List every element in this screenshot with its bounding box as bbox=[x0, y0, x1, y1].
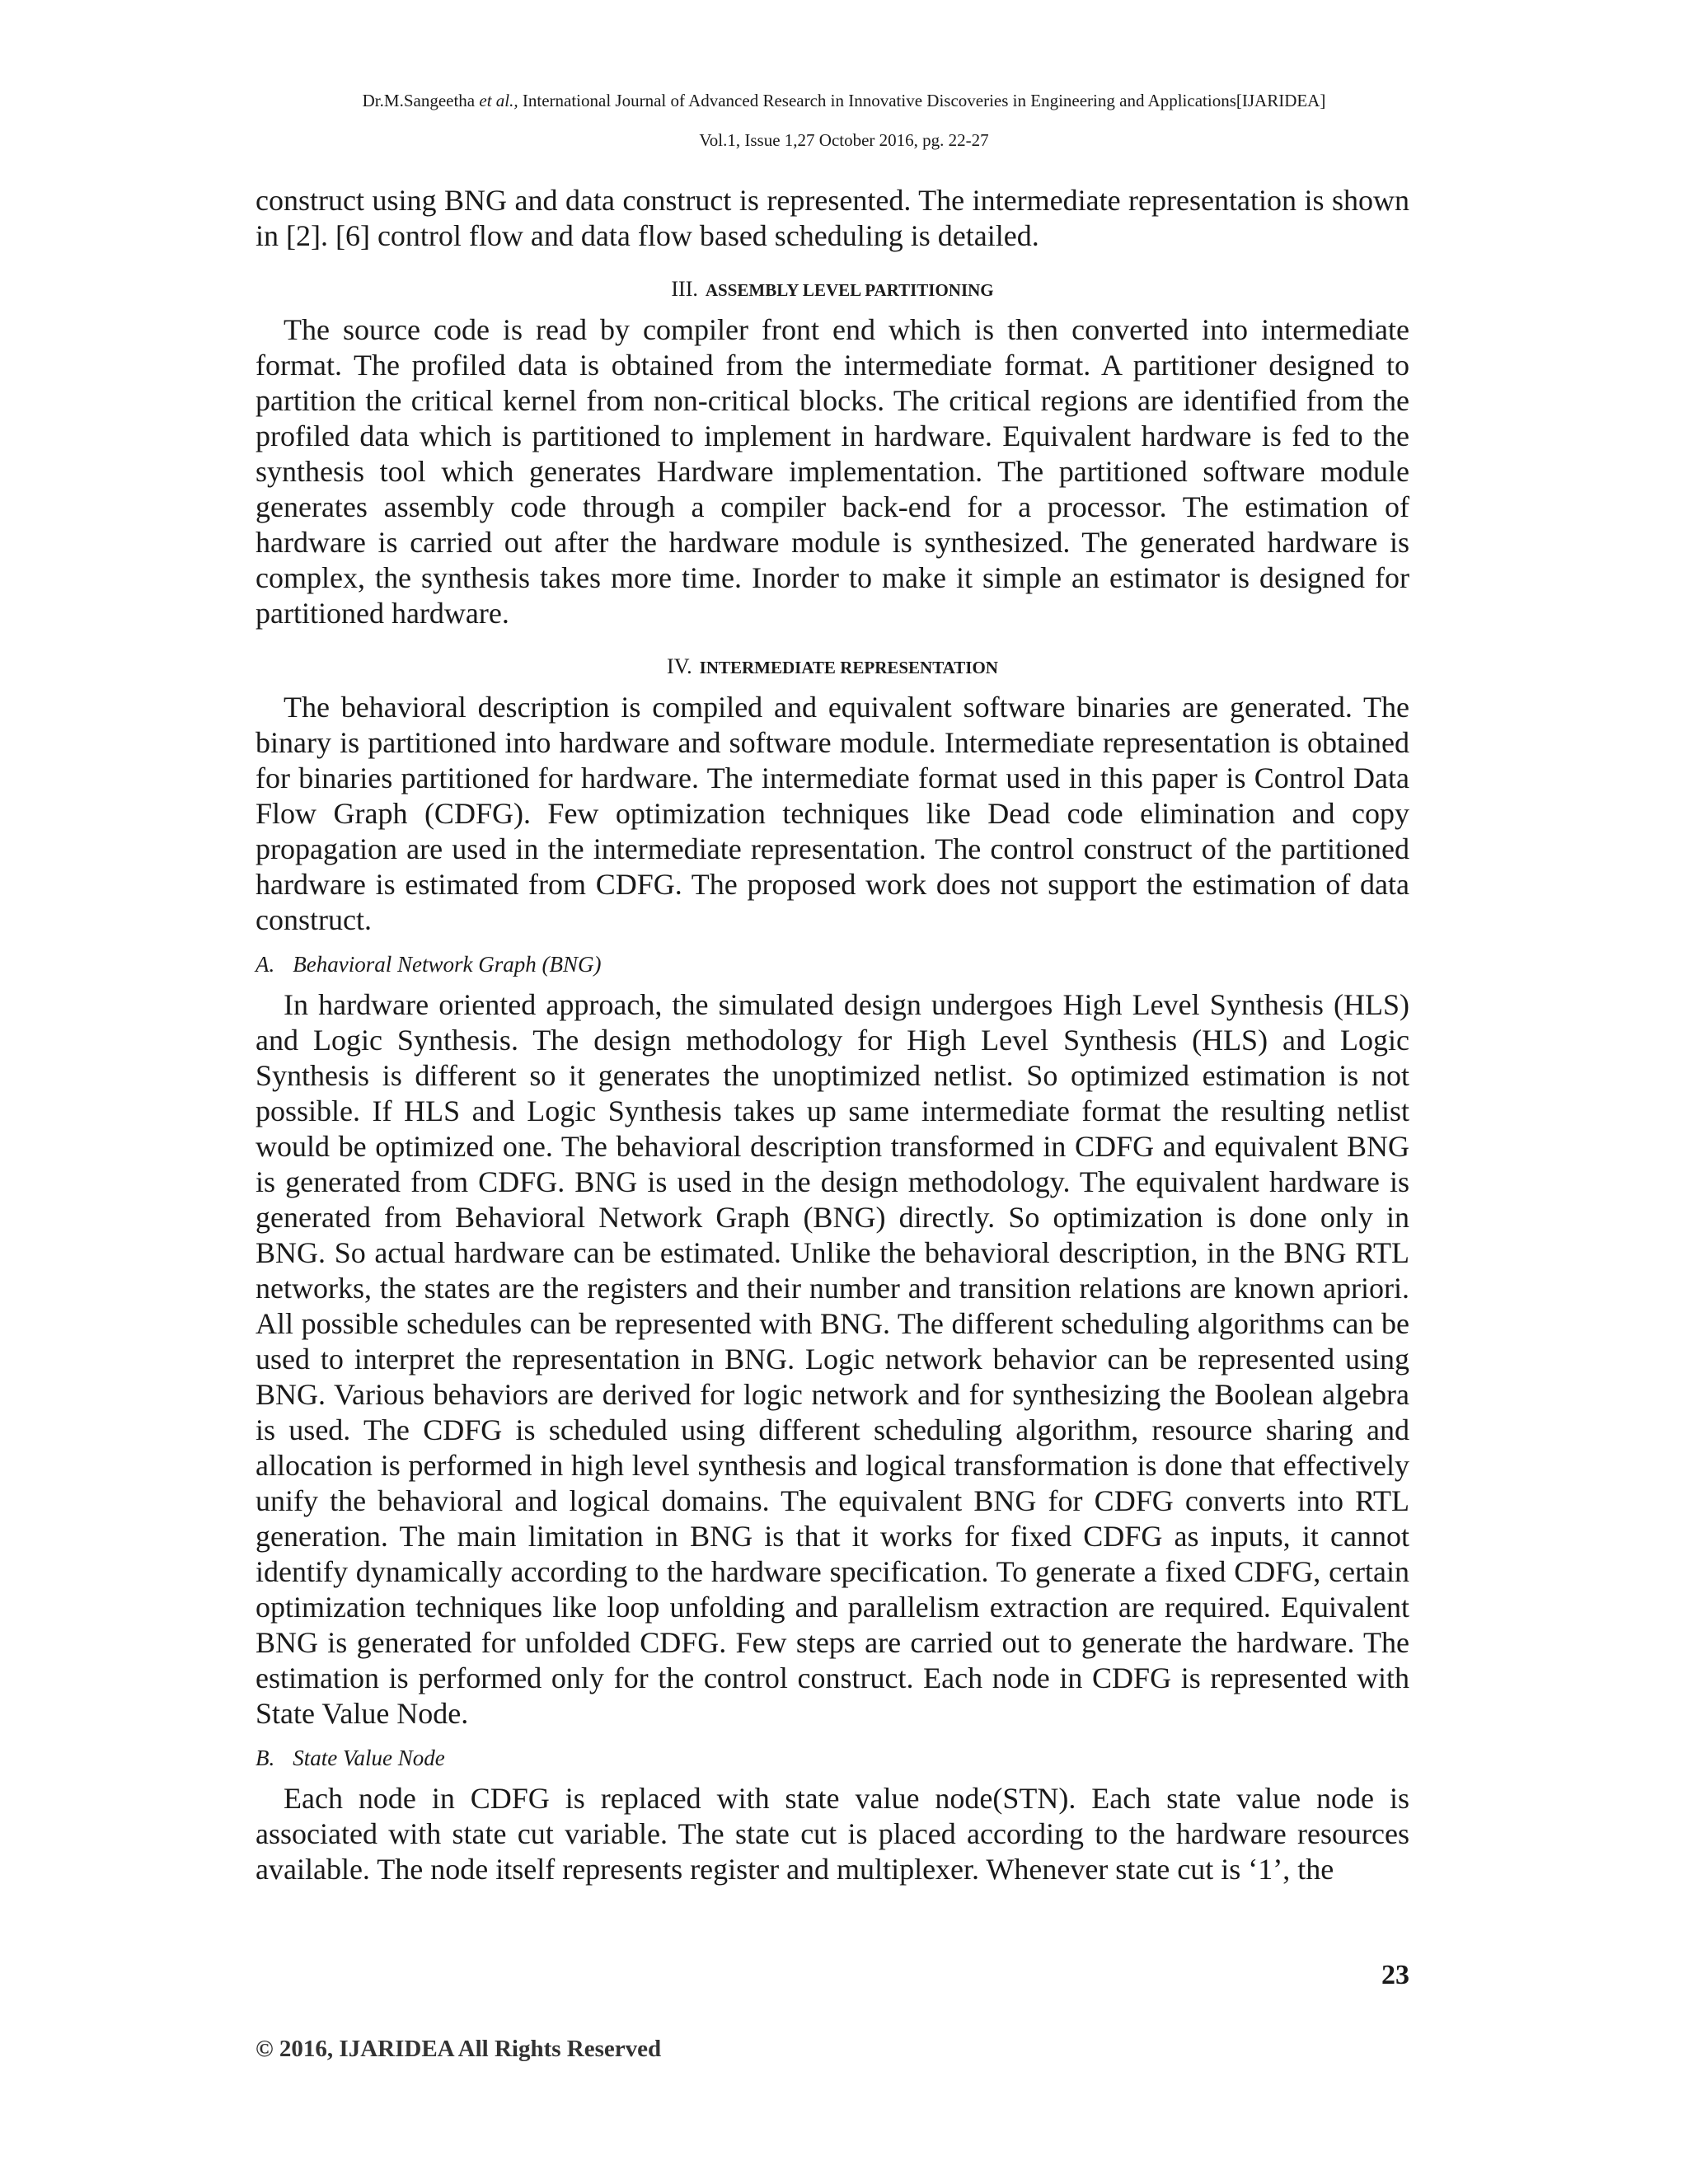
subsection-b-paragraph: Each node in CDFG is replaced with state value node(STN). Each state value node is associated with state cut variable. The state cut is placed according to the hardware resources available. The node itself represents register and multiplexer. Whenever state cut is ‘1’, the bbox=[256, 1782, 1409, 1886]
subsection-title: State Value Node bbox=[293, 1746, 445, 1770]
copyright-notice: © 2016, IJARIDEA All Rights Reserved bbox=[256, 2036, 662, 2062]
subsection-heading-a bbox=[256, 949, 1409, 979]
subsection-letter: B. bbox=[256, 1746, 275, 1770]
page-number: 23 bbox=[1381, 1960, 1409, 1990]
section-title: ASSEMBLY LEVEL PARTITIONING bbox=[705, 280, 994, 300]
subsection-a-paragraph: In hardware oriented approach, the simulated design undergoes High Level Synthesis (HLS) and Logic Synthesis. The design methodology for High Level Synthesis (HLS) and Logic Synthesis is different so it generates the unoptimized netlist. So optimized estimation is not possible. If HLS and Logic Synthesis takes up same intermediate format the resulting netlist would be optimized one. The behavioral description transformed in CDFG and equivalent BNG is generated from CDFG. BNG is used in the design methodology. The equivalent hardware is generated from Behavioral Network Graph (BNG) directly. So optimization is done only in BNG. So actual hardware can be estimated. Unlike the behavioral description, in the BNG RTL networks, the states are the registers and their number and transition relations are known apriori. All possible schedules can be represented with BNG. The different scheduling algorithms can be used to interpret the representation in BNG. Logic network behavior can be represented using BNG. Various behaviors are derived for logic network and for synthesizing the Boolean algebra is used. The CDFG is scheduled using different scheduling algorithm, resource sharing and allocation is performed in high level synthesis and logical transformation is done that effectively unify the behavioral and logical domains. The equivalent BNG for CDFG converts into RTL generation. The main limitation in BNG is that it works for fixed CDFG as inputs, it cannot identify dynamically according to the hardware specification. To generate a fixed CDFG, certain optimization techniques like loop unfolding and parallelism extraction are required. Equivalent BNG is generated for unfolded CDFG. Few steps are carried out to generate the hardware. The estimation is performed only for the control construct. Each node in CDFG is represented with State Value Node. bbox=[256, 988, 1409, 1730]
section-heading-4 bbox=[256, 651, 1409, 680]
header-etal: et al., bbox=[479, 91, 518, 110]
section-heading-3 bbox=[256, 274, 1409, 302]
paper-body bbox=[256, 183, 1409, 1887]
section-number: III. bbox=[671, 277, 698, 301]
subsection-heading-b bbox=[256, 1743, 1409, 1773]
subsection-letter: A. bbox=[256, 952, 275, 977]
section4-paragraph: The behavioral description is compiled and equivalent software binaries are generated. The binary is partitioned into hardware and software module. Intermediate representation is obtained for binaries partitioned for hardware. The intermediate format used in this paper is Control Data Flow Graph (CDFG). Few optimization techniques like Dead code elimination and copy propagation are used in the intermediate representation. The control construct of the partitioned hardware is estimated from CDFG. The proposed work does not support the estimation of data construct. bbox=[256, 691, 1409, 936]
subsection-title: Behavioral Network Graph (BNG) bbox=[293, 952, 602, 977]
section-title: INTERMEDIATE REPRESENTATION bbox=[699, 658, 998, 677]
header-authors: Dr.M.Sangeetha bbox=[362, 91, 480, 110]
running-header bbox=[0, 91, 1688, 111]
section3-paragraph: The source code is read by compiler front end which is then converted into intermediate format. The profiled data is obtained from the intermediate format. A partitioner designed to partition the critical kernel from non-critical blocks. The critical regions are identified from the profiled data which is partitioned to implement in hardware. Equivalent hardware is fed to the synthesis tool which generates Hardware implementation. The partitioned software module generates assembly code through a compiler back-end for a processor. The estimation of hardware is carried out after the hardware module is synthesized. The generated hardware is complex, the synthesis takes more time. Inorder to make it simple an estimator is designed for partitioned hardware. bbox=[256, 313, 1409, 630]
header-volume-issue: Vol.1, Issue 1,27 October 2016, pg. 22-27 bbox=[699, 130, 989, 150]
section-number: IV. bbox=[667, 654, 692, 678]
intro-paragraph: construct using BNG and data construct is represented. The intermediate representation is shown in [2]. [6] control flow and data flow based scheduling is detailed. bbox=[256, 184, 1409, 252]
header-journal: International Journal of Advanced Research in Innovative Discoveries in Engineering and Applications[IJARIDEA] bbox=[518, 91, 1326, 110]
